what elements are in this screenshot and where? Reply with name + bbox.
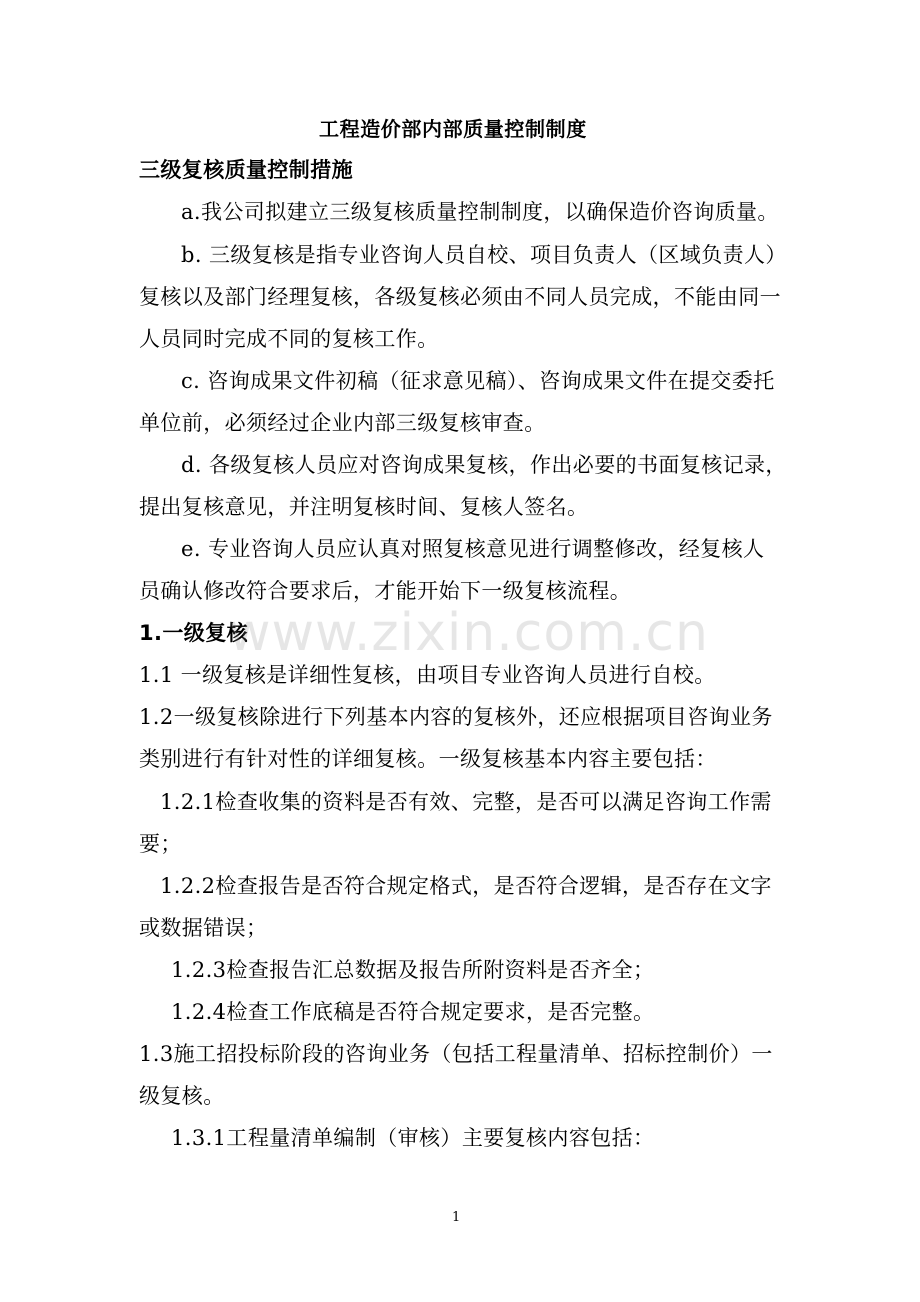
item-1-2-2-line-2: 或数据错误； <box>139 916 268 940</box>
item-1-1: 1.1 一级复核是详细性复核，由项目专业咨询人员进行自校。 <box>139 663 716 687</box>
paragraph-c-line-1: c. 咨询成果文件初稿（征求意见稿）、咨询成果文件在提交委托 <box>181 369 775 393</box>
item-1-2-3: 1.2.3检查报告汇总数据及报告所附资料是否齐全； <box>171 958 655 982</box>
item-1-3-line-2: 级复核。 <box>139 1084 225 1108</box>
item-1-2-2-line-1: 1.2.2检查报告是否符合规定格式，是否符合逻辑，是否存在文字 <box>160 874 772 898</box>
item-1-2-4: 1.2.4检查工作底稿是否符合规定要求，是否完整。 <box>171 1000 655 1024</box>
paragraph-e-line-1: e. 专业咨询人员应认真对照复核意见进行调整修改，经复核人 <box>181 537 765 561</box>
page-number: 1 <box>452 1210 461 1225</box>
heading-level-1-review: 1.一级复核 <box>139 621 248 645</box>
item-1-2-line-2: 类别进行有针对性的详细复核。一级复核基本内容主要包括： <box>139 747 717 771</box>
section-heading: 三级复核质量控制措施 <box>139 158 353 182</box>
item-1-3-line-1: 1.3施工招投标阶段的咨询业务（包括工程量清单、招标控制价）一 <box>139 1042 773 1066</box>
item-1-2-1-line-2: 要； <box>139 832 182 856</box>
paragraph-c-line-2: 单位前，必须经过企业内部三级复核审查。 <box>139 411 546 435</box>
document-title: 工程造价部内部质量控制制度 <box>319 117 587 141</box>
item-1-2-line-1: 1.2一级复核除进行下列基本内容的复核外，还应根据项目咨询业务 <box>139 705 773 729</box>
paragraph-d-line-1: d. 各级复核人员应对咨询成果复核，作出必要的书面复核记录， <box>181 453 787 477</box>
paragraph-a: a.我公司拟建立三级复核质量控制制度，以确保造价咨询质量。 <box>181 200 779 224</box>
watermark: www.zixin.com.cn <box>228 603 709 663</box>
paragraph-b-line-2: 复核以及部门经理复核，各级复核必须由不同人员完成，不能由同一 <box>139 285 781 309</box>
item-1-3-1: 1.3.1工程量清单编制（审核）主要复核内容包括： <box>171 1126 655 1150</box>
item-1-2-1-line-1: 1.2.1检查收集的资料是否有效、完整，是否可以满足咨询工作需 <box>160 790 772 814</box>
paragraph-b-line-3: 人员同时完成不同的复核工作。 <box>139 327 439 351</box>
paragraph-e-line-2: 员确认修改符合要求后，才能开始下一级复核流程。 <box>139 579 632 603</box>
paragraph-d-line-2: 提出复核意见，并注明复核时间、复核人签名。 <box>139 495 589 519</box>
paragraph-b-line-1: b. 三级复核是指专业咨询人员自校、项目负责人（区域负责人） <box>181 243 787 267</box>
